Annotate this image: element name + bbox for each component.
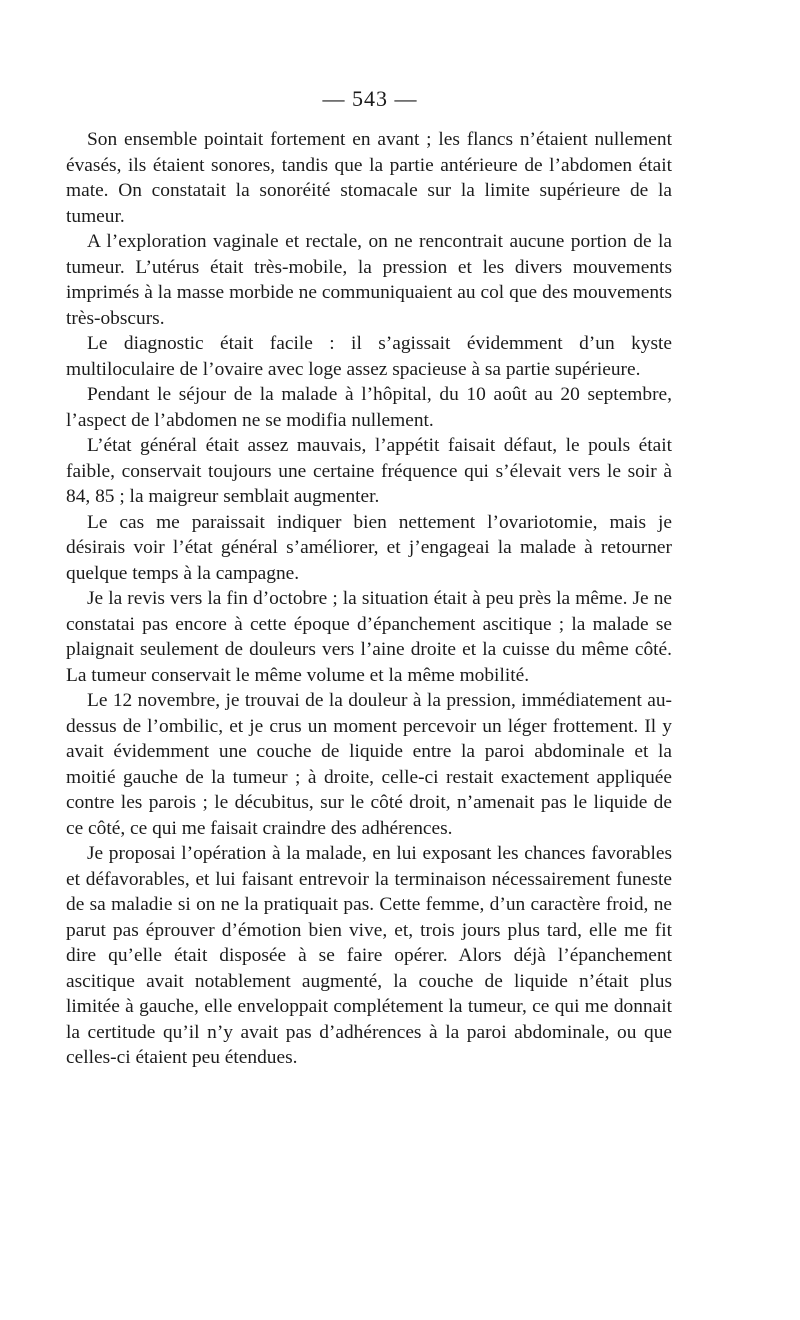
paragraph: L’état général était assez mauvais, l’appétit faisait défaut, le pouls était faible, conservait toujours une certaine fréquence qui s’élevait vers le soir à 84, 85 ; la maigreur semblait augmenter. <box>66 435 672 507</box>
paragraph: Le diagnostic était facile : il s’agissait évidemment d’un kyste multiloculaire de l’ovaire avec loge assez spacieuse à sa partie supérieure. <box>66 333 672 380</box>
paragraph: Le 12 novembre, je trouvai de la douleur à la pression, immédiatement au-dessus de l’ombilic, et je crus un moment percevoir un léger frottement. Il y avait évidemment une couche de liquide entre la paroi abdominale et la moitié gauche de la tumeur ; à droite, celle-ci restait exactement appliquée contre les parois ; le décubitus, sur le côté droit, n’amenait pas le liquide de ce côté, ce qui me faisait craindre des adhérences. <box>66 690 672 839</box>
paragraph: Pendant le séjour de la malade à l’hôpital, du 10 août au 20 septembre, l’aspect de l’abdomen ne se modifia nullement. <box>66 384 672 431</box>
paragraph: Je la revis vers la fin d’octobre ; la situation était à peu près la même. Je ne constatai pas encore à cette époque d’épanchement ascitique ; la malade se plaignait seulement de douleurs vers l’aine droite et la cuisse du même côté. La tumeur conservait le même volume et la même mobilité. <box>66 588 672 686</box>
paragraph: Le cas me paraissait indiquer bien nettement l’ovariotomie, mais je désirais voir l’état général s’améliorer, et j’engageai la malade à retourner quelque temps à la campagne. <box>66 511 672 584</box>
paragraph: Je proposai l’opération à la malade, en lui exposant les chances favorables et défavorables, et lui faisant entrevoir la terminaison nécessairement funeste de sa maladie si on ne la pratiquait pas. Cette femme, d’un caractère froid, ne parut pas éprouver d’émotion bien vive, et, trois jours plus tard, elle me fit dire qu’elle était disposée à se faire opérer. Alors déjà l’épanchement ascitique avait notablement augmenté, la couche de liquide n’était plus limitée à gauche, elle enveloppait complétement la tumeur, ce qui me donnait la certitude qu’il n’y avait pas d’adhérences à la paroi abdominale, ou que celles-ci étaient peu étendues. <box>66 843 672 1068</box>
page-number: — 543 — <box>322 86 418 111</box>
paragraph: A l’exploration vaginale et rectale, on ne rencontrait aucune portion de la tumeur. L’utérus était très-mobile, la pression et les divers mouvements imprimés à la masse morbide ne communiquaient au col que des mouvements très-obscurs. <box>66 231 672 329</box>
paragraph: Son ensemble pointait fortement en avant ; les flancs n’étaient nullement évasés, ils étaient sonores, tandis que la partie antérieure de l’abdomen était mate. On constatait la sonoréité stomacale sur la limite supérieure de la tumeur. <box>66 129 672 227</box>
body-text <box>66 127 672 1071</box>
